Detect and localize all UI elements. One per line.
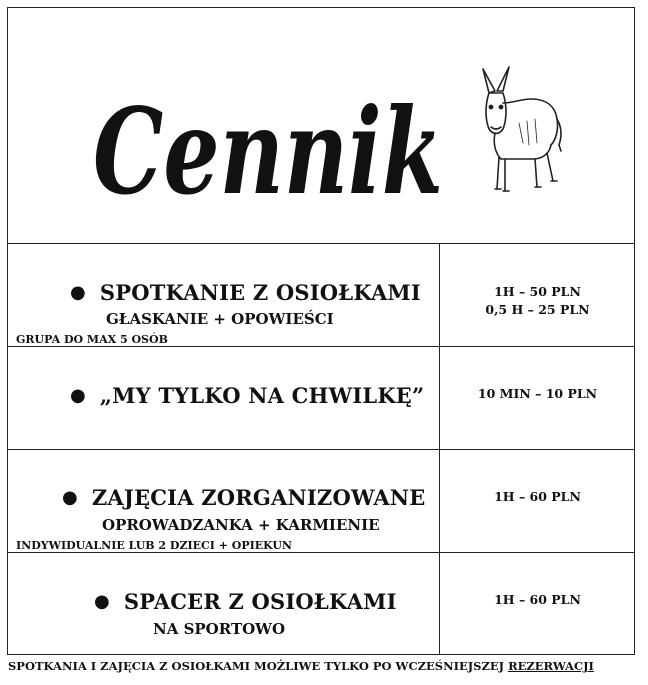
row-divider-3 [7, 552, 635, 553]
row-divider-2 [7, 449, 635, 450]
donkey-icon [469, 63, 565, 199]
row-3-note: INDYWIDUALNIE LUB 2 DZIECI + OPIEKUN [16, 539, 292, 552]
row-4-title-text: SPACER Z OSIOŁKAMI [123, 589, 397, 614]
row-2-title-text: „MY TYLKO NA CHWILKĘ” [99, 383, 425, 408]
row-4-title [94, 589, 397, 614]
row-1-price-2: 0,5 H – 25 PLN [485, 302, 590, 317]
row-1-price-1: 1H – 50 PLN [494, 284, 581, 299]
bullet-icon: ● [94, 591, 110, 612]
row-divider-1 [7, 346, 635, 347]
row-2-price-1: 10 MIN – 10 PLN [477, 386, 598, 401]
row-1-title-text: SPOTKANIE Z OSIOŁKAMI [99, 280, 421, 305]
row-divider-top [7, 243, 635, 244]
row-1-subtitle: GŁASKANIE + OPOWIEŚCI [106, 310, 334, 328]
header [7, 7, 635, 244]
row-4-price-1: 1H – 60 PLN [494, 592, 581, 607]
row-3-title [62, 485, 426, 510]
row-3-price-1: 1H – 60 PLN [494, 489, 581, 504]
bullet-icon: ● [70, 385, 86, 406]
row-1-title [70, 280, 421, 305]
row-3-title-text: ZAJĘCIA ZORGANIZOWANE [91, 485, 426, 510]
bullet-icon: ● [62, 487, 78, 508]
row-3-subtitle: OPROWADZANKA + KARMIENIE [102, 516, 380, 534]
bullet-icon: ● [70, 282, 86, 303]
reservation-link[interactable]: REZERWACJI [508, 659, 594, 673]
row-4-subtitle: NA SPORTOWO [153, 620, 286, 638]
row-2-title [70, 383, 424, 408]
cennik-title [89, 31, 449, 231]
footer-note [8, 659, 594, 673]
cennik-title-text: Cennik [93, 82, 443, 221]
row-1-note: GRUPA DO MAX 5 OSÓB [16, 333, 168, 346]
footer-text: SPOTKANIA I ZAJĘCIA Z OSIOŁKAMI MOŻLIWE TYLKO PO WCZEŚNIEJSZEJ [8, 659, 509, 673]
